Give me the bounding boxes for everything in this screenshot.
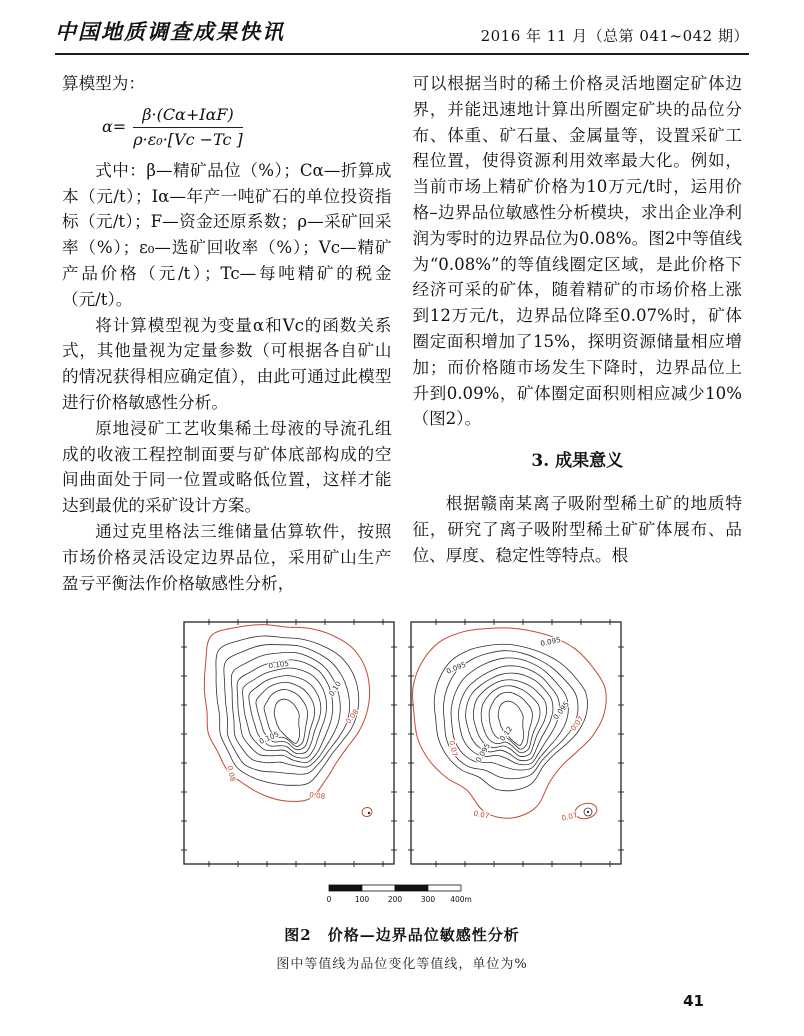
contour-label: 0.095 — [473, 741, 492, 765]
satellite-contour — [361, 807, 373, 818]
paragraph: 将计算模型视为变量α和Vc的函数关系式，其他量视为定量参数（可根据各自矿山的情况获得相应确定值），由此可通过此模型进行价格敏感性分析。 — [62, 315, 392, 412]
right-column — [413, 71, 743, 596]
contour-label: 0.095 — [550, 699, 571, 722]
formula-lhs: α= — [102, 117, 127, 137]
contour-label: 0.095 — [444, 659, 467, 677]
formula-numerator: β·(Cα+IαF) — [133, 105, 243, 128]
figure-captions — [0, 924, 804, 972]
contour-label: 0.07 — [472, 809, 490, 821]
alpha-formula — [102, 105, 392, 150]
formula-fraction — [133, 105, 243, 150]
contour-map-right — [405, 616, 627, 870]
scale-bar-label: 400m — [450, 895, 472, 905]
paragraph: 根据赣南某离子吸附型稀土矿的地质特征，研究了离子吸附型稀土矿矿体展布、品位、厚度、稳定性等特点。根 — [412, 493, 742, 565]
scale-bar-segment — [428, 885, 461, 891]
scale-bar-label: 0 — [326, 895, 332, 905]
section-heading: 3. 成果意义 — [531, 451, 624, 472]
scale-bar-label: 200 — [387, 895, 403, 905]
page-number: 41 — [683, 992, 704, 1010]
article-body — [62, 71, 742, 596]
scale-bar — [317, 882, 487, 906]
map-border — [184, 622, 394, 864]
contour-label: 0.105 — [267, 658, 289, 671]
journal-title: 中国地质调查成果快讯 — [55, 19, 285, 44]
contour-label: 0.07 — [446, 740, 460, 758]
contour-map-left — [178, 616, 400, 870]
contour-line — [451, 658, 568, 770]
left-column — [62, 71, 392, 596]
figure-caption: 图2 价格—边界品位敏感性分析 — [284, 926, 520, 945]
scale-bar-segment — [329, 885, 362, 891]
satellite-point — [367, 812, 369, 814]
contour-line — [231, 653, 343, 768]
scale-bar-label: 100 — [354, 895, 370, 905]
contour-label: 0.07 — [568, 714, 586, 733]
contour-label: 0.095 — [538, 635, 561, 649]
figure-note: 图中等值线为品位变化等值线，单位为% — [276, 957, 528, 973]
contour-line — [481, 686, 540, 753]
contour-label: 0.08 — [343, 707, 361, 726]
contour-line — [242, 668, 326, 758]
contour-label: 0.08 — [308, 790, 326, 802]
contour-panels — [0, 616, 804, 870]
issue-info: 2016 年 11 月（总第 041~042 期） — [480, 27, 749, 45]
contour-label: 0.105 — [257, 729, 280, 747]
satellite-point — [586, 811, 588, 813]
figure-2 — [0, 616, 804, 972]
scale-bar-segment — [362, 885, 395, 891]
scale-bar-label: 300 — [420, 895, 436, 905]
contour-label: 0.12 — [497, 724, 514, 744]
formula-denominator: ρ·ε₀·[Vc −Tc ] — [133, 129, 243, 149]
paragraph: 式中：β—精矿品位（%）；Cα—折算成本（元/t）；Iα—年产一吨矿石的单位投资指标（元/t）；F—资金还原系数；ρ—采矿回采率（%）；ε₀—选矿回收率（%）；Vc—精矿产品价格（元/t）；Tc—每吨精矿的税金（元/t）。 — [62, 160, 392, 309]
contour-label: 0.07 — [560, 810, 578, 823]
contour-line — [489, 693, 532, 750]
paragraph: 通过克里格法三维储量估算软件，按照市场价格灵活设定边界品位，采用矿山生产盈亏平衡法作价格敏感性分析， — [62, 521, 392, 593]
paragraph-continued: 算模型为： — [62, 74, 145, 93]
scale-bar-segment — [395, 885, 428, 891]
page-header — [55, 16, 749, 55]
paragraph-continued: 可以根据当时的稀土价格灵活地圈定矿体边界，并能迅速地计算出所圈定矿块的品位分布、体重、矿石量、金属量等，设置采矿工程位置，使得资源利用效率最大化。例如，当前市场上精矿价格为10万元/t时，运用价格–边界品位敏感性分析模块，求出企业净利润为零时的边界品位为0.08%。图2中等值线为“0.08%”的等值线圈定区域，是此价格下经济可采的矿体，随着精矿的市场价格上涨到12万元/t，边界品位降至0.07%时，矿体圈定面积增加了15%，探明资源储量相应增加；而价格随市场发生下降时，边界品位上升到0.09%，矿体圈定面积则相应减少10%（图2）。 — [412, 74, 742, 429]
paragraph: 原地浸矿工艺收集稀土母液的导流孔组成的收液工程控制面要与矿体底部构成的空间曲面处于同一位置或略低位置，这样才能达到最优的采矿设计方案。 — [62, 418, 392, 516]
contour-label: 0.08 — [224, 765, 238, 783]
contour-label: 0.10 — [326, 679, 343, 699]
